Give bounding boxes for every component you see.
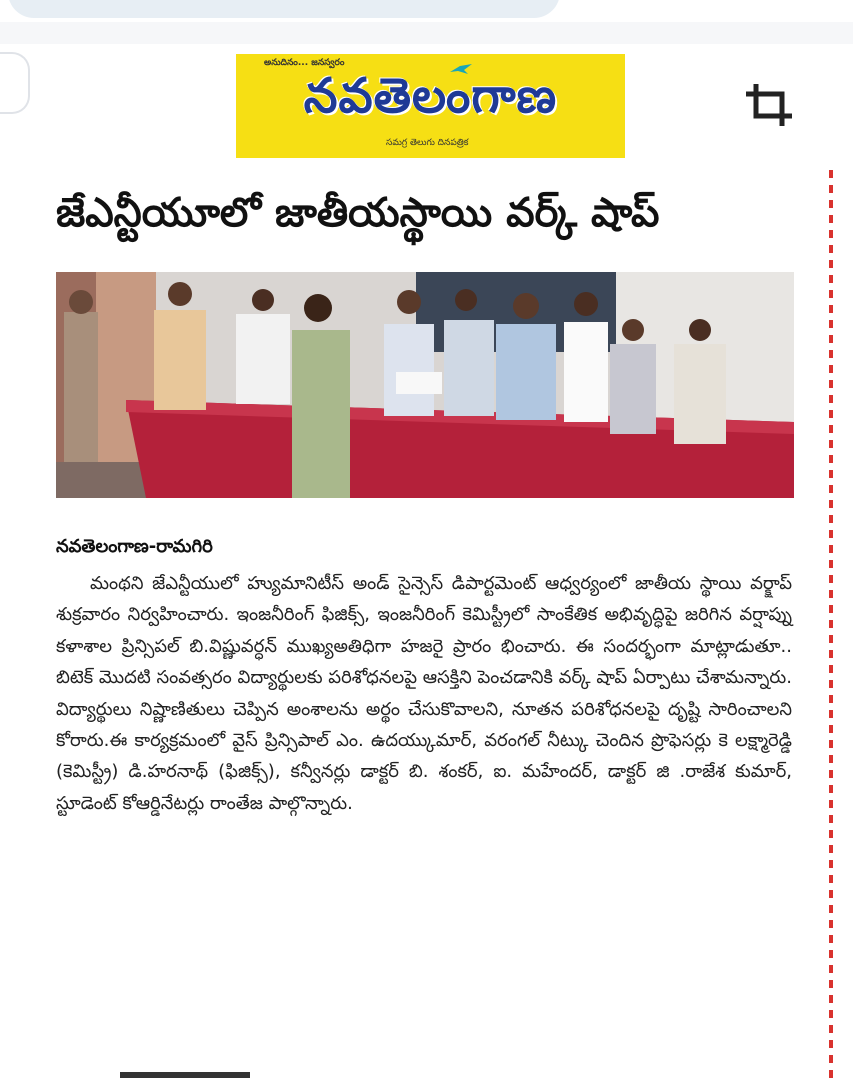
next-article-fragment xyxy=(120,1070,250,1078)
article-headline: జేఎన్టీయూలో జాతీయస్థాయి వర్క్ షాప్ xyxy=(56,190,660,236)
browser-tab-pill xyxy=(8,0,560,18)
logo-tagline: అనుదినం... జనస్వరం xyxy=(264,58,345,68)
logo-title: నవతెలంగాణ xyxy=(303,68,558,124)
article-dateline: నవతెలంగాణ-రామగిరి xyxy=(56,536,213,557)
event-photo xyxy=(56,272,794,498)
article-body-text: మంథని జేఎన్టీయులో హ్యుమానిటీస్ అండ్ సైన్సెస్ డిపార్టమెంట్ ఆధ్వర్యంలో జాతీయ స్థాయి వర్క్షాప్ శుక్రవారం నిర్వహించారు. ఇంజనీరింగ్ ఫిజిక్స్, ఇంజనీరింగ్ కెమిస్ట్రీలో సాంకేతిక అభివృద్ధిపై జరిగిన వర్షాప్ను కళాశాల ప్రిన్సిపల్ బి.విష్ణువర్ధన్ ముఖ్యఅతిధిగా హజరై ప్రారం భించారు. ఈ సందర్భంగా మాట్లాడుతూ.. బిటెక్ మొదటి సంవత్సరం విద్యార్థులకు పరిశోధనలపై ఆసక్తిని పెంచడానికి వర్క్ షాప్ ఏర్పాటు చేశామన్నారు. విద్యార్థులు నిష్ణాణితులు చెప్పిన అంశాలను అర్థం చేసుకొవాలని, నూతన పరిశోధనలపై దృష్టి సారించాలని కోరారు.ఈ కార్యక్రమంలో వైస్ ప్రిన్సిపాల్ ఎం. ఉదయ్కుమార్, వరంగల్ నీట్కు చెందిన ప్రొఫెసర్లు కె లక్ష్మారెడ్డి (కెమిస్ట్రీ) డి.హరనాథ్ (ఫిజిక్స్), కన్వీనర్లు డాక్టర్ బి. శంకర్, ఐ. మహేందర్, డాక్టర్ జి .రాజేశ కుమార్, స్టూడెంట్ కోఆర్డినేటర్లు రాంతేజ పాల్గొన్నారు. xyxy=(56,573,792,814)
logo-subtitle: సమగ్ర తెలుగు దినపత్రిక xyxy=(386,138,469,148)
newspaper-logo xyxy=(236,54,625,158)
crop-icon[interactable] xyxy=(742,80,798,130)
toolbar-strip xyxy=(0,22,853,44)
page-border-dashes xyxy=(829,170,833,1078)
article-body xyxy=(56,568,792,819)
back-handle[interactable] xyxy=(0,52,30,114)
